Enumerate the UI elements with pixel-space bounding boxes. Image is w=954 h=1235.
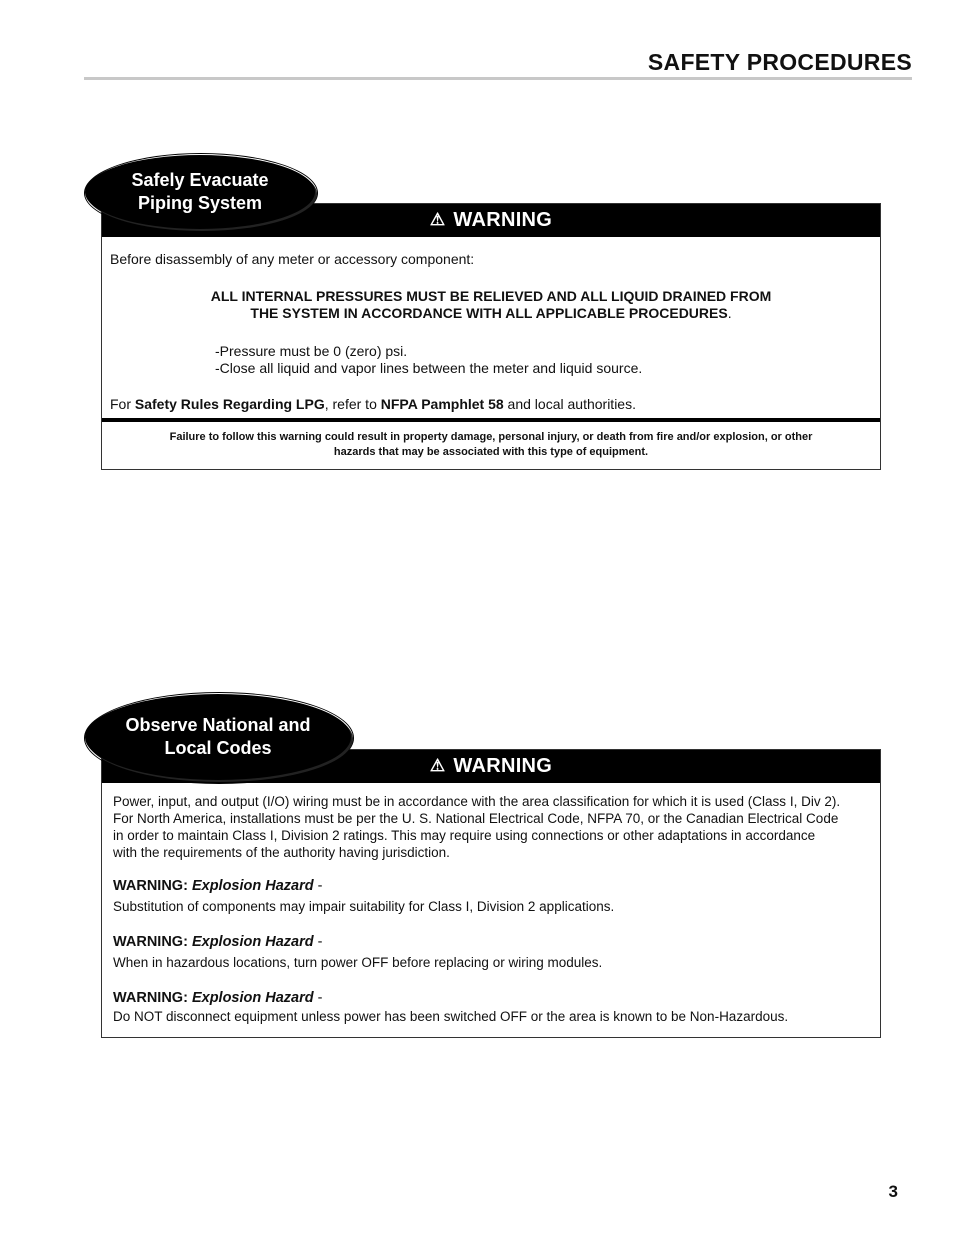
intro-text: Before disassembly of any meter or accessory component:: [110, 251, 475, 267]
warning-box-codes: [101, 749, 881, 1038]
caps-warning: [102, 288, 880, 322]
lpg-reference: For Safety Rules Regarding LPG, refer to NFPA Pamphlet 58 and local authorities.: [110, 396, 636, 412]
caps-line1: ALL INTERNAL PRESSURES MUST BE RELIEVED AND ALL LIQUID DRAINED FROM: [210, 288, 772, 304]
warning-label: WARNING: [453, 209, 553, 231]
hazard-item: WARNING: Explosion Hazard - Substitution of components may impair suitability for Class I, Division 2 applications.: [113, 878, 615, 914]
failure-notice: Failure to follow this warning could result in property damage, personal injury, or death from fire and/or explosion, or other hazards that may be associated with this type of equipment.: [169, 431, 813, 458]
oval-title-line2: Piping System: [137, 193, 263, 213]
section-oval-codes: [86, 695, 350, 779]
page-title: SAFETY PROCEDURES: [647, 49, 912, 75]
section-oval-evacuate: [86, 156, 314, 228]
warning-box-evacuate: [101, 203, 881, 470]
warning-label: WARNING: [453, 755, 553, 777]
oval-title-line2: Local Codes: [164, 738, 272, 758]
divider: [102, 418, 880, 422]
hazard-item: WARNING: Explosion Hazard - When in hazardous locations, turn power OFF before replacing or wiring modules.: [113, 934, 603, 970]
hazard-item: WARNING: Explosion Hazard - Do NOT disconnect equipment unless power has been switched OFF or the area is known to be Non-Hazardous.: [113, 990, 789, 1024]
warning-triangle-icon: ⚠: [429, 209, 446, 229]
list-item: -Close all liquid and vapor lines between the meter and liquid source.: [215, 360, 643, 376]
wiring-paragraph: Power, input, and output (I/O) wiring must be in accordance with the area classification for which it is used (Class I, Div 2). For North America, installations must be per the U. S. National Electrical Code, NFPA 70, or the Canadian Electrical Code in order to maintain Class I, Division 2 ratings. This may require using connections or other adaptations in accordance with the requirements of the authority having jurisdiction.: [113, 794, 841, 860]
warning-triangle-icon: ⚠: [429, 755, 446, 775]
oval-title-line1: Observe National and: [125, 715, 311, 735]
list-item: -Pressure must be 0 (zero) psi.: [215, 343, 408, 359]
oval-title-line1: Safely Evacuate: [131, 170, 269, 190]
caps-line2: THE SYSTEM IN ACCORDANCE WITH ALL APPLICABLE PROCEDURES.: [250, 305, 732, 321]
bullet-list: [215, 343, 642, 377]
page-number: 3: [888, 1182, 898, 1201]
header-rule: [84, 77, 912, 80]
